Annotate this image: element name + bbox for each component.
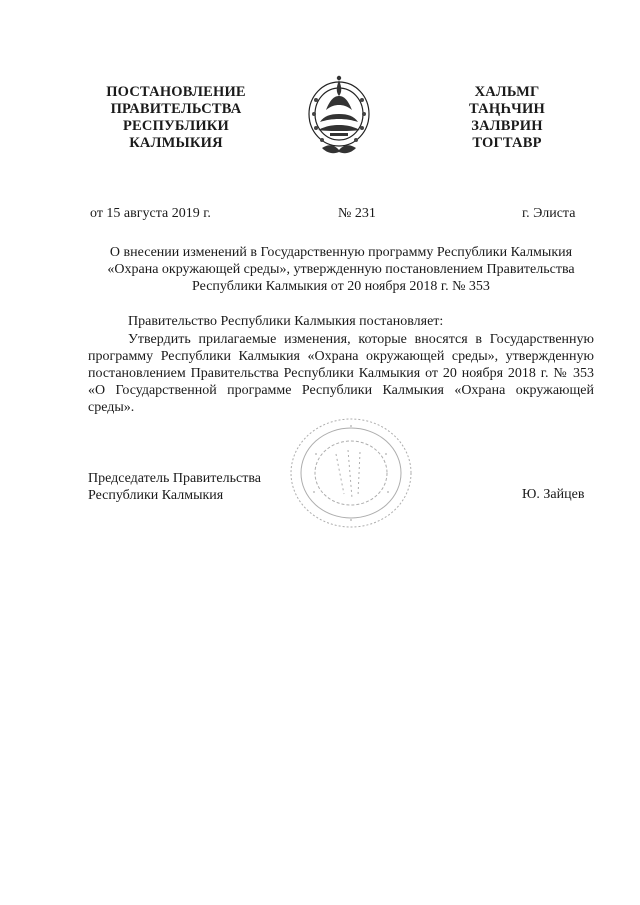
kalmykia-coat-of-arms-icon bbox=[300, 70, 378, 160]
header-left-line: ПРАВИТЕЛЬСТВА bbox=[110, 101, 242, 117]
header-right-line: ХАЛЬМГ bbox=[474, 84, 540, 100]
body-paragraph-block bbox=[88, 331, 594, 416]
document-number: № 231 bbox=[338, 206, 376, 221]
signatory-title bbox=[88, 470, 261, 504]
body-paragraph: Утвердить прилагаемые изменения, которые вносятся в Государственную программу Республики Калмыкия «Охрана окружающей среды», утвержденную постановлением Правительства Республики Калмыкия от 20 ноября 2018 г. № 353 «О Государственной программе Республики Калмыкия «Охрана окружающей среды». bbox=[88, 332, 594, 415]
document-date: от 15 августа 2019 г. bbox=[90, 206, 211, 221]
signatory-name: Ю. Зайцев bbox=[522, 487, 585, 502]
subject-line: «Охрана окружающей среды», утвержденную постановлением Правительства bbox=[107, 262, 575, 277]
header-right-line: ТОГТАВР bbox=[472, 135, 542, 151]
document-subject bbox=[88, 244, 594, 295]
header-right-title bbox=[452, 84, 562, 152]
header-left-title bbox=[96, 84, 256, 152]
signatory-title-line: Председатель Правительства bbox=[88, 471, 261, 486]
signatory-title-line: Республики Калмыкия bbox=[88, 488, 224, 503]
round-seal-stamp-icon bbox=[286, 414, 416, 532]
document-city: г. Элиста bbox=[522, 206, 576, 221]
header-right-line: ЗАЛВРИН bbox=[471, 118, 543, 134]
header-left-line: РЕСПУБЛИКИ bbox=[122, 118, 230, 134]
subject-line: О внесении изменений в Государственную программу Республики Калмыкия bbox=[109, 245, 573, 260]
subject-line: Республики Калмыкия от 20 ноября 2018 г. № 353 bbox=[192, 279, 490, 294]
body-preamble: Правительство Республики Калмыкия постановляет: bbox=[128, 314, 444, 329]
header-left-line: ПОСТАНОВЛЕНИЕ bbox=[106, 84, 246, 100]
header-left-line: КАЛМЫКИЯ bbox=[129, 135, 223, 151]
header-right-line: ТАҢҺЧИН bbox=[469, 101, 545, 117]
